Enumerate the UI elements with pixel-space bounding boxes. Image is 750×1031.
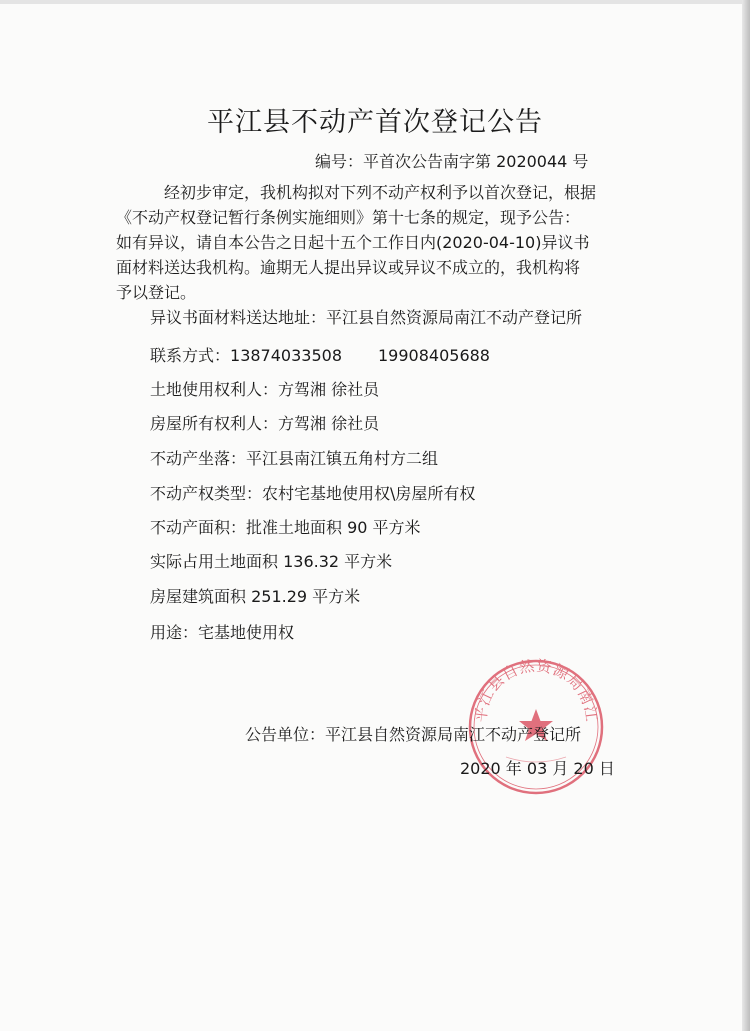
building-area: 房屋建筑面积 251.29 平方米 bbox=[150, 587, 361, 606]
notice-reference-number: 编号：平首次公告南字第 2020044 号 bbox=[315, 152, 589, 171]
contact-phone-2: 19908405688 bbox=[378, 346, 490, 365]
actual-land-area: 实际占用土地面积 136.32 平方米 bbox=[150, 552, 393, 571]
objection-address: 异议书面材料送达地址：平江县自然资源局南江不动产登记所 bbox=[150, 308, 583, 327]
paragraph-line: 经初步审定，我机构拟对下列不动产权利予以首次登记，根据 bbox=[164, 183, 597, 202]
paragraph-line: 面材料送达我机构。逾期无人提出异议或异议不成立的，我机构将 bbox=[116, 258, 581, 277]
property-right-type: 不动产权类型：农村宅基地使用权\房屋所有权 bbox=[150, 484, 476, 503]
contact-label: 联系方式： bbox=[150, 346, 231, 365]
property-usage: 用途：宅基地使用权 bbox=[150, 623, 295, 642]
contact-phone-1: 13874033508 bbox=[230, 346, 342, 365]
paragraph-line: 予以登记。 bbox=[116, 283, 197, 302]
house-right-holder: 房屋所有权利人：方驾湘 徐社员 bbox=[150, 414, 380, 433]
page-edge-shadow bbox=[742, 0, 750, 1031]
notice-body-paragraph bbox=[116, 180, 616, 305]
notice-title: 平江县不动产首次登记公告 bbox=[207, 107, 543, 138]
contact-info bbox=[150, 343, 490, 366]
land-right-holder: 土地使用权利人：方驾湘 徐社员 bbox=[150, 380, 380, 399]
announcement-date: 2020 年 03 月 20 日 bbox=[460, 759, 615, 778]
seal-text: 平江县自然资源局南江 bbox=[471, 657, 601, 724]
scan-top-border bbox=[0, 0, 750, 4]
property-location: 不动产坐落：平江县南江镇五角村方二组 bbox=[150, 449, 439, 468]
approved-land-area: 不动产面积：批准土地面积 90 平方米 bbox=[150, 518, 421, 537]
paragraph-line: 如有异议，请自本公告之日起十五个工作日内(2020-04-10)异议书 bbox=[116, 233, 590, 252]
paragraph-line: 《不动产权登记暂行条例实施细则》第十七条的规定，现予公告： bbox=[116, 208, 581, 227]
announcing-unit: 公告单位：平江县自然资源局南江不动产登记所 bbox=[245, 725, 582, 744]
